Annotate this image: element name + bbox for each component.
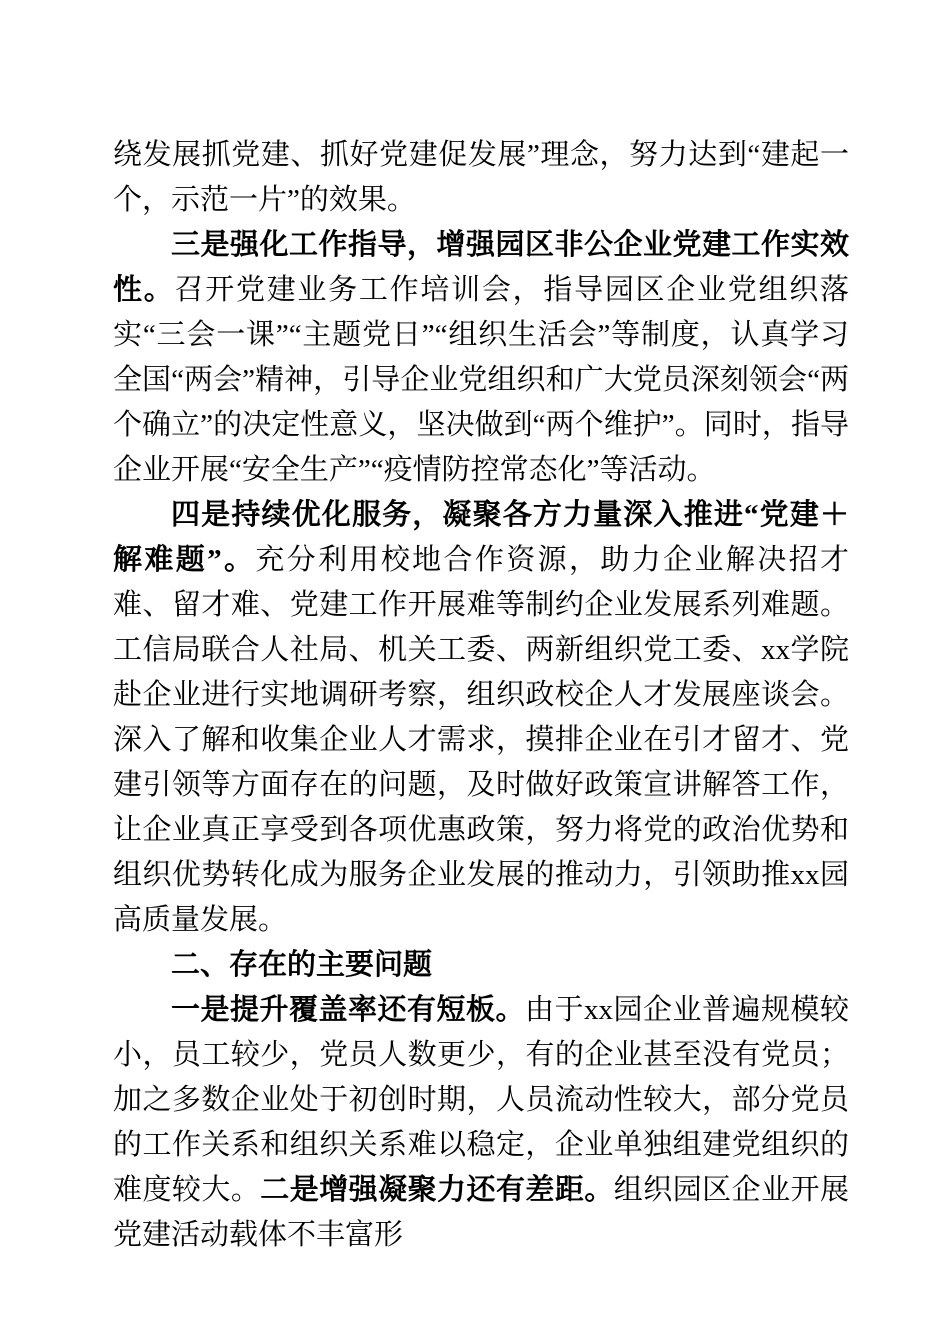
text-run: 四是持续优化服务，凝聚各方力量深入推进“党建＋解难题”。 xyxy=(113,499,849,576)
text-run: 二是增强凝聚力还有差距。 xyxy=(260,1174,614,1206)
section-heading xyxy=(113,943,849,988)
text-run: 充分利用校地合作资源，助力企业解决招才难、留才难、党建工作开展难等制约企业发展系列难题。工信局联合人社局、机关工委、两新组织党工委、xx学院赴企业进行实地调研考察，组织政校企人才发展座谈会。深入了解和收集企业人才需求，摸排企业在引才留才、党建引领等方面存在的问题，及时做好政策宣讲解答工作，让企业真正享受到各项优惠政策，努力将党的政治优势和组织优势转化成为服务企业发展的推动力，引领助推xx园高质量发展。 xyxy=(113,544,849,936)
text-run: 组织园区企业开展党建活动载体不丰富形 xyxy=(113,1174,849,1251)
text-run: 二、存在的主要问题 xyxy=(171,949,433,981)
paragraph xyxy=(113,223,849,493)
text-run: 召开党建业务工作培训会，指导园区企业党组织落实“三会一课”“主题党日”“组织生活会”等制度，认真学习全国“两会”精神，引导企业党组织和广大党员深刻领会“两个确立”的决定性意义，坚决做到“两个维护”。同时，指导企业开展“安全生产”“疫情防控常态化”等活动。 xyxy=(113,274,849,486)
document-body xyxy=(113,133,849,1258)
text-run: 绕发展抓党建、抓好党建促发展”理念，努力达到“建起一个，示范一片”的效果。 xyxy=(113,139,849,216)
text-run: 一是提升覆盖率还有短板。 xyxy=(171,994,525,1026)
paragraph xyxy=(113,493,849,943)
paragraph xyxy=(113,988,849,1258)
text-run: 三是强化工作指导，增强园区非公企业党建工作实效性。 xyxy=(113,229,849,306)
paragraph xyxy=(113,133,849,223)
text-run: 由于xx园企业普遍规模较小，员工较少，党员人数更少，有的企业甚至没有党员；加之多数企业处于初创时期，人员流动性较大，部分党员的工作关系和组织关系难以稳定，企业单独组建党组织的难度较大。 xyxy=(113,994,849,1206)
